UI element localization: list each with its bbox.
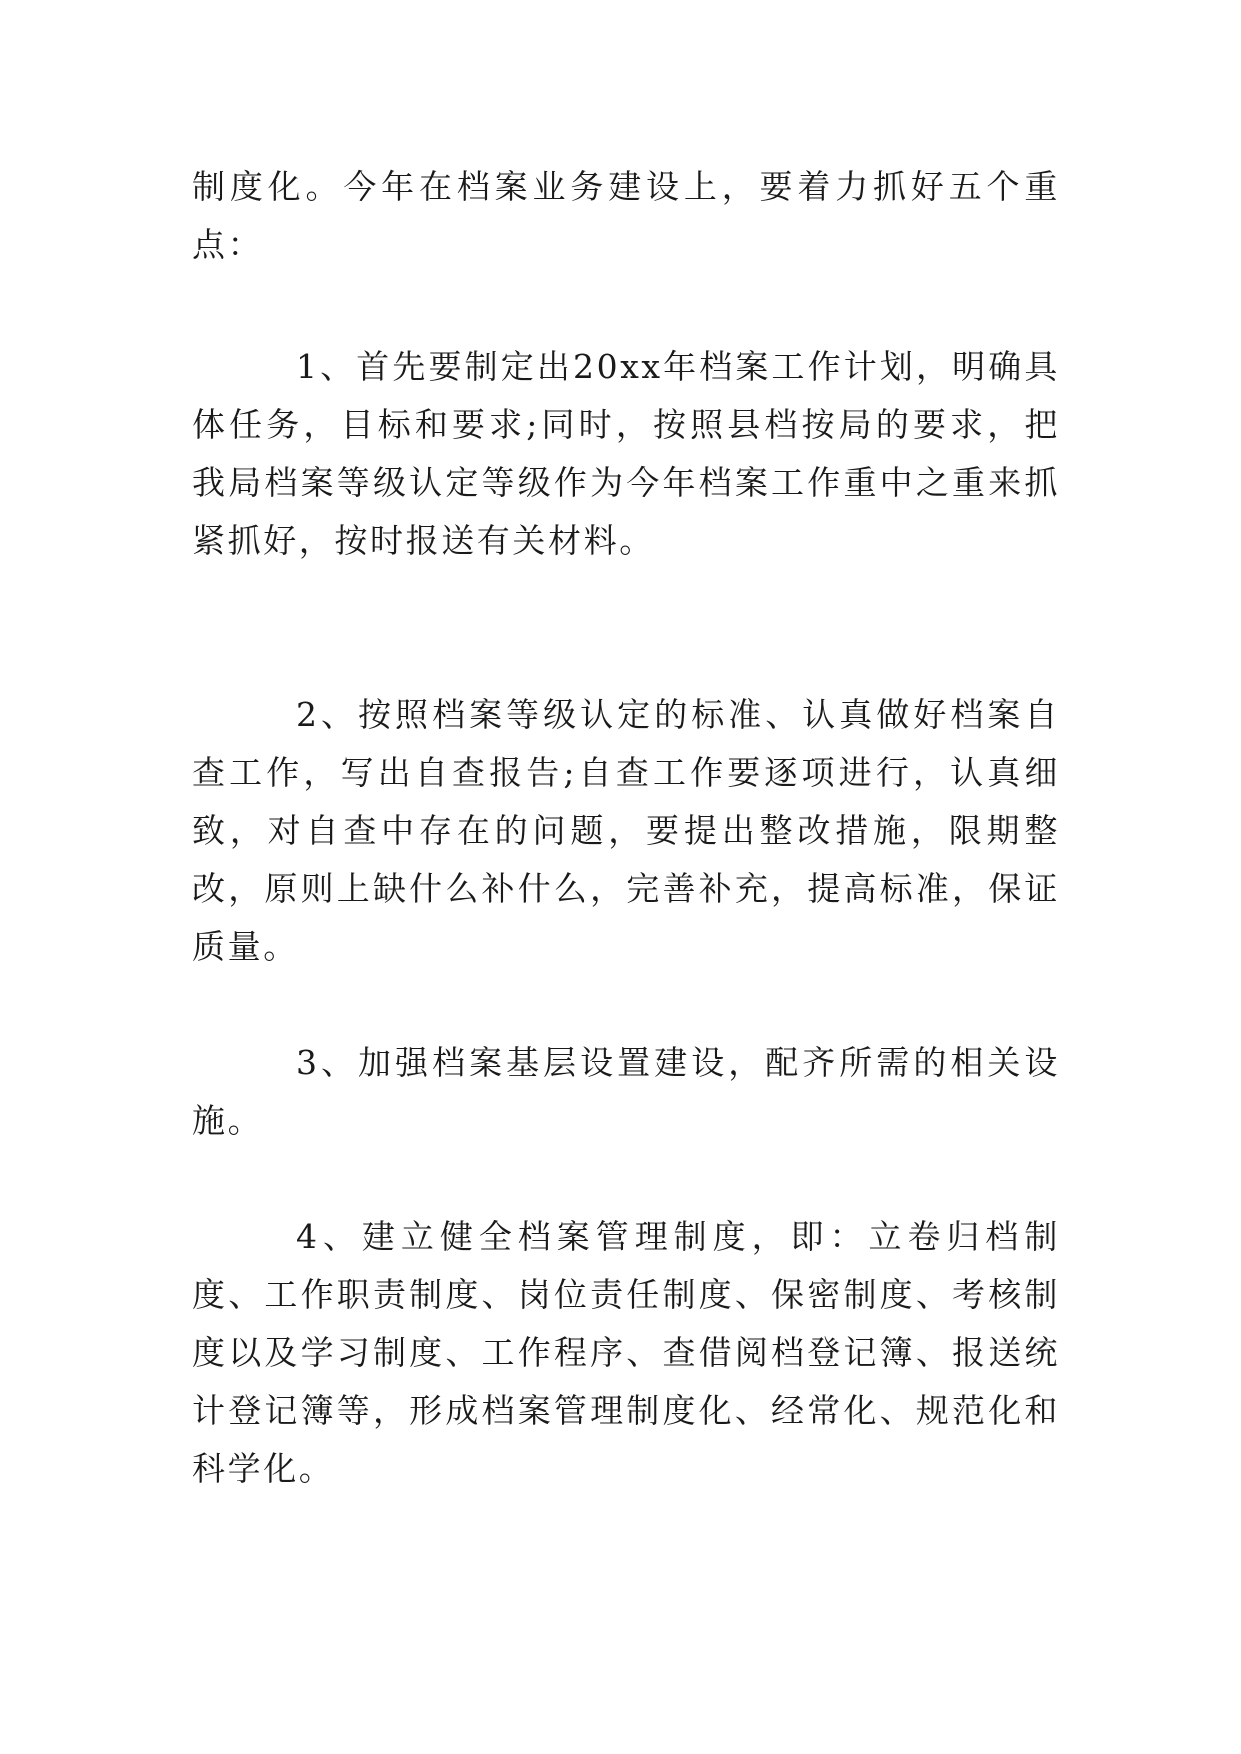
paragraph-intro: 制度化。今年在档案业务建设上，要着力抓好五个重点： [192, 167, 1060, 264]
paragraph-item-2: 2、按照档案等级认定的标准、认真做好档案自查工作，写出自查报告;自查工作要逐项进行，认真细致，对自查中存在的问题，要提出整改措施，限期整改，原则上缺什么补什么，完善补充，提高标准，保证质量。 [192, 695, 1060, 966]
paragraph-item-1: 1、首先要制定出20xx年档案工作计划，明确具体任务，目标和要求;同时，按照县档按局的要求，把我局档案等级认定等级作为今年档案工作重中之重来抓紧抓好，按时报送有关材料。 [192, 347, 1060, 560]
paragraph-item-3: 3、加强档案基层设置建设，配齐所需的相关设施。 [192, 1043, 1060, 1140]
paragraph-item-4: 4、建立健全档案管理制度，即：立卷归档制度、工作职责制度、岗位责任制度、保密制度、考核制度以及学习制度、工作程序、查借阅档登记簿、报送统计登记簿等，形成档案管理制度化、经常化、规范化和科学化。 [192, 1217, 1060, 1488]
